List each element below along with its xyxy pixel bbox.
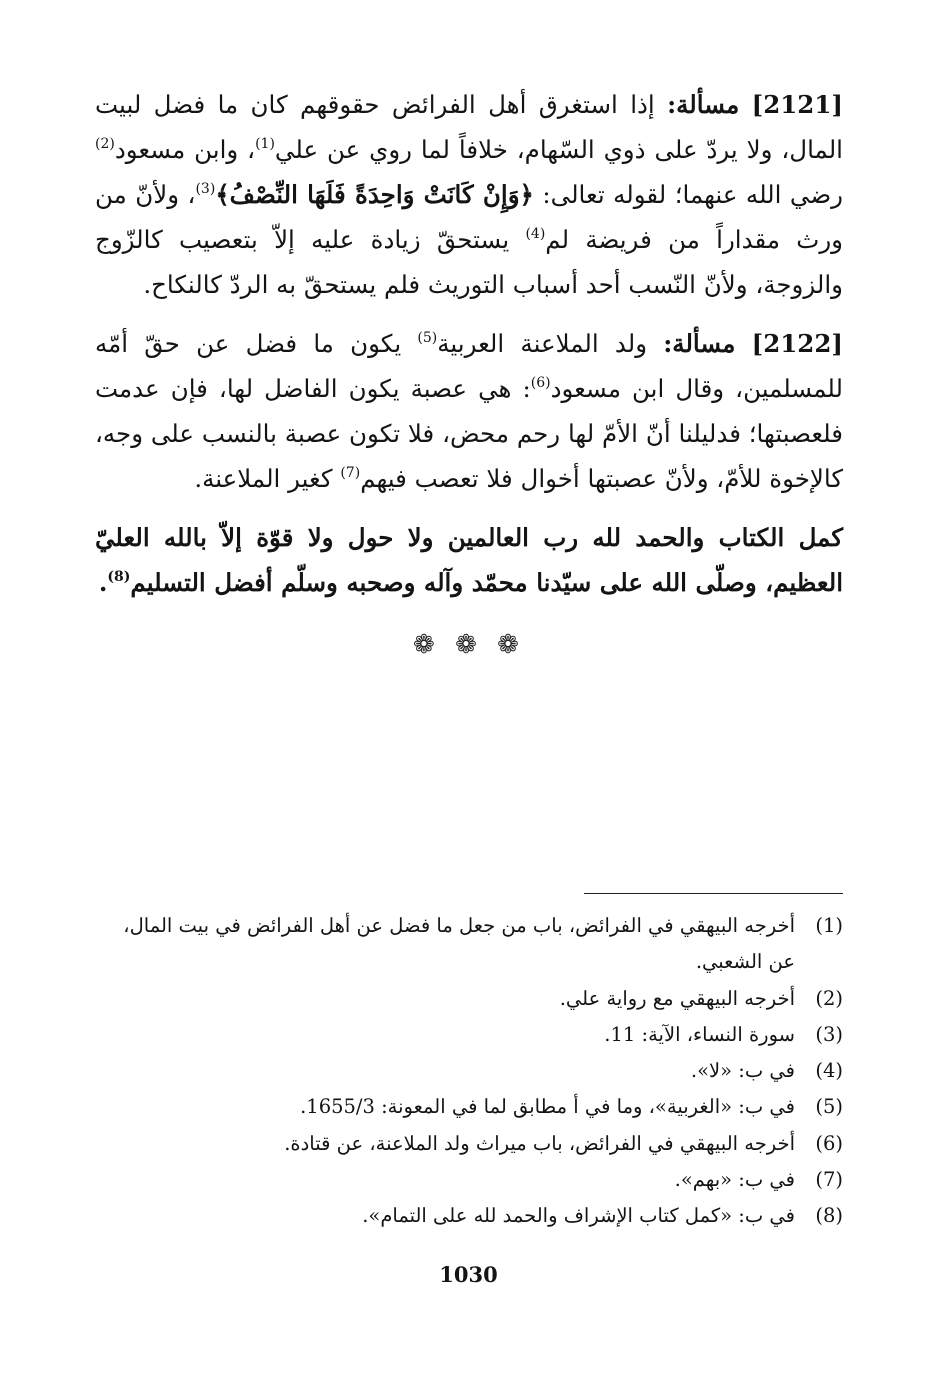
- paragraph-2121: [95, 82, 843, 307]
- footnote-text: في ب: «بهم».: [674, 1168, 795, 1192]
- closing-text: كمل الكتاب والحمد لله رب العالمين ولا حول ولا قوّة إلاّ بالله العليّ العظيم، وصلّى الله على سيّدنا محمّد وآله وصحبه وسلّم أفضل التسليم: [95, 523, 843, 597]
- paragraph-2122: [95, 321, 843, 501]
- footnote-number: (6): [815, 1131, 843, 1155]
- footnote-item: [95, 1126, 843, 1162]
- ornament-divider: ❁ ❁ ❁: [413, 629, 525, 660]
- footnote-number: (3): [815, 1022, 843, 1046]
- closing-end: .: [98, 568, 108, 597]
- paragraph-text: : هي عصبة يكون الفاضل لها، فإن عدمت فلعصبتها؛ فدليلنا أنّ الأمّ لها رحم محض، فلا تكون عصبة بالنسب على وجه، كالإخوة للأمّ، ولأنّ عصبتها أخوال فلا تعصب فيهم: [95, 374, 843, 493]
- footnote-item: [95, 981, 843, 1017]
- footnote-ref: (1): [255, 136, 275, 152]
- footnote-number: (7): [815, 1168, 843, 1192]
- footnote-text: أخرجه البيهقي في الفرائض، باب ميراث ولد الملاعنة، عن قتادة.: [284, 1131, 795, 1155]
- footnote-ref: (4): [525, 226, 546, 242]
- main-text: [95, 82, 843, 660]
- paragraph-text: رضي الله عنهما؛ لقوله تعالى:: [533, 180, 843, 209]
- issue-number: [2122]: [751, 329, 843, 358]
- footnote-number: (5): [815, 1095, 843, 1119]
- closing-paragraph: [95, 515, 843, 605]
- footnote-item: [95, 1162, 843, 1198]
- footnote-text: في ب: «لا».: [690, 1059, 795, 1083]
- issue-label: مسألة:: [667, 90, 740, 119]
- footnote-ref: (7): [340, 465, 361, 481]
- footnote-item: [95, 1053, 843, 1089]
- footnote-ref: (2): [95, 136, 115, 152]
- footnote-text: في ب: «الغربية»، وما في أ مطابق لما في المعونة: 1655/3.: [300, 1095, 795, 1119]
- footnote-item: [95, 1089, 843, 1125]
- footnote-item: [95, 1198, 843, 1234]
- paragraph-text: كغير الملاعنة.: [194, 464, 341, 493]
- issue-number: [2121]: [751, 90, 843, 119]
- footnote-text: سورة النساء، الآية: 11.: [604, 1022, 795, 1046]
- footnote-number: (4): [815, 1059, 843, 1083]
- paragraph-text: ولد الملاعنة العربية: [437, 329, 664, 358]
- footnote-item: [95, 908, 843, 981]
- footnote-text: أخرجه البيهقي مع رواية علي.: [559, 986, 795, 1010]
- footnote-number: (1): [815, 914, 843, 937]
- paragraph-text: ، وابن مسعود: [114, 135, 256, 164]
- footnote-ref: (5): [417, 330, 438, 346]
- footnote-separator: [584, 893, 843, 894]
- footnote-number: (8): [815, 1204, 843, 1228]
- footnote-item: [95, 1017, 843, 1053]
- footnote-ref: (6): [530, 375, 551, 391]
- footnote-text: أخرجه البيهقي في الفرائض، باب من جعل ما فضل عن أهل الفرائض في بيت المال، عن الشعبي.: [123, 914, 795, 974]
- paragraph-text: ، ولأنّ من ورث مقداراً من فريضة لم: [95, 180, 843, 254]
- quran-verse: ﴿وَإِنْ كَانَتْ وَاحِدَةً فَلَهَا النِّصْفُ﴾: [215, 180, 534, 209]
- footnote-text: في ب: «كمل كتاب الإشراف والحمد لله على التمام».: [362, 1204, 795, 1228]
- issue-label: مسألة:: [663, 329, 736, 358]
- footnote-number: (2): [815, 986, 843, 1010]
- paragraph-text: إذا استغرق أهل الفرائض حقوقهم كان ما فضل لبيت المال، ولا يردّ على ذوي السّهام، خلافاً لما روي عن علي: [95, 90, 843, 164]
- paragraph-text: يستحقّ زيادة عليه إلاّ بتعصيب كالزّوج والزوجة، ولأنّ النّسب أحد أسباب التوريث فلم يستحقّ به الردّ كالنكاح.: [95, 225, 843, 299]
- footnote-ref: (3): [195, 181, 216, 197]
- footnotes: [95, 908, 843, 1235]
- paragraph-text: يكون ما فضل عن حقّ أمّه للمسلمين، وقال ابن مسعود: [95, 329, 843, 403]
- footnote-ref: (8): [107, 569, 131, 585]
- page-number: 1030: [439, 1262, 498, 1287]
